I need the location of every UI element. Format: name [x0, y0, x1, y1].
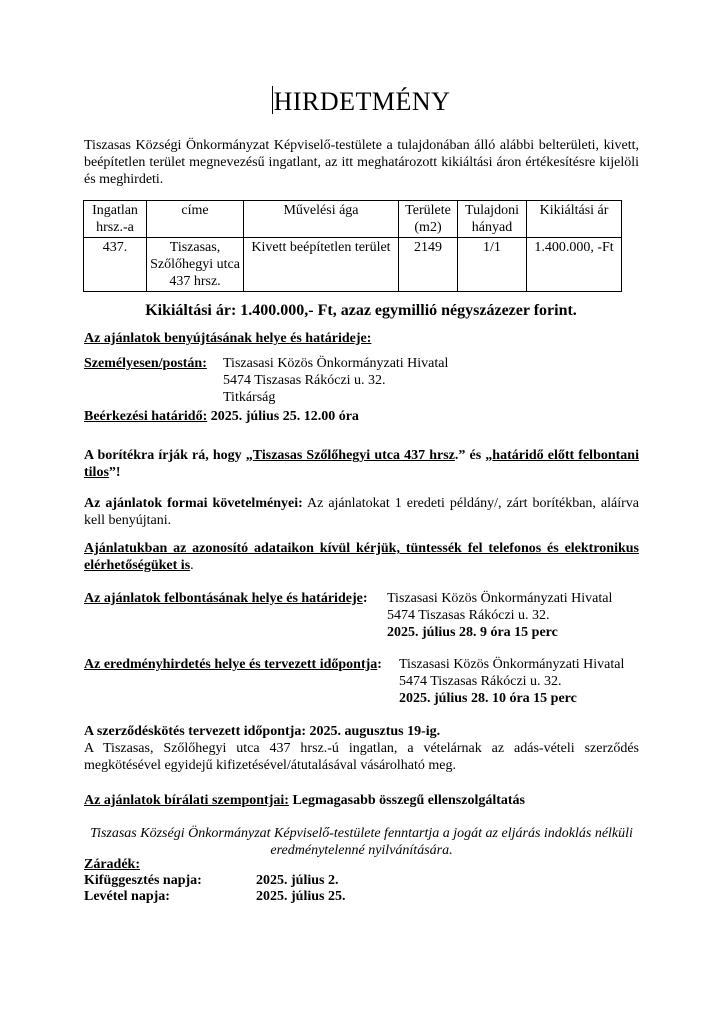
formal-requirements-label: Az ajánlatok formai követelményei:: [84, 496, 303, 511]
address-line: Titkárság: [223, 390, 276, 405]
envelope-term-warning: határidő előtt felbontani tilos: [84, 448, 639, 480]
envelope-paragraph: A borítékra írják rá, hogy „Tiszasas Szőlőhegyi utca 437 hrsz.” és „határidő előtt felbontani tilos”!: [84, 448, 639, 480]
table-header-cell: Ingatlan hrsz.-a: [84, 201, 147, 238]
criteria-value: Legmagasabb összegű ellenszolgáltatás: [288, 793, 525, 808]
submission-address: [223, 355, 448, 406]
zaradek-row: [84, 889, 345, 905]
address-line: 5474 Tiszasas Rákóczi u. 32.: [399, 674, 562, 689]
address-line: Tiszasasi Közös Önkormányzati Hivatal: [399, 657, 625, 672]
document-title: HIRDETMÉNY: [273, 87, 451, 116]
starting-price-line: Kikiáltási ár: 1.400.000,- Ft, azaz egymillió négyszázezer forint.: [145, 302, 577, 319]
property-table: [83, 200, 622, 292]
address-line: Tiszasasi Közös Önkormányzati Hivatal: [387, 591, 613, 606]
opening-label: Az ajánlatok felbontásának helye és határideje: [84, 591, 363, 606]
deadline-value: 2025. július 25. 12.00 óra: [210, 409, 359, 424]
criteria-label: Az ajánlatok bírálati szempontjai:: [84, 793, 289, 808]
zaradek-value: 2025. július 25.: [256, 889, 346, 904]
table-row: [84, 238, 622, 292]
table-header-cell: Kikiáltási ár: [527, 201, 622, 238]
text-cursor: [272, 86, 273, 114]
deadline-line: [84, 408, 359, 425]
table-cell: Kivett beépítetlen terület: [244, 238, 399, 292]
result-label-line: Az eredményhirdetés helye és tervezett időpontja:: [84, 657, 382, 672]
address-line: 5474 Tiszasas Rákóczi u. 32.: [223, 373, 386, 388]
result-address: [399, 656, 624, 707]
contract-heading: A szerződéskötés tervezett időpontja: 2025. augusztus 19-ig.: [84, 724, 441, 739]
contact-paragraph: Ajánlatukban az azonosító adataikon kívül kérjük, tüntessék fel telefonos és elektronikus elérhetőségüket is.: [84, 541, 639, 573]
table-header-row: [84, 201, 622, 238]
submission-heading: Az ajánlatok benyújtásának helye és határideje:: [84, 331, 372, 346]
contract-paragraph: A Tiszasas, Szőlőhegyi utca 437 hrsz.-ú ingatlan, a vételárnak az adás-vételi szerződés megkötésével egyidejű kifizetésével/átutalásával vásárolható meg.: [84, 741, 639, 773]
opening-label-line: Az ajánlatok felbontásának helye és határideje:: [84, 591, 368, 606]
deadline-label: Beérkezési határidő:: [84, 409, 208, 424]
table-cell: Tiszasas, Szőlőhegyi utca 437 hrsz.: [147, 238, 244, 292]
table-header-cell: Művelési ága: [244, 201, 399, 238]
zaradek-block: [84, 857, 345, 905]
submission-label: Személyesen/postán:: [84, 356, 207, 371]
zaradek-label: Kifüggesztés napja:: [84, 873, 202, 888]
criteria-line: [84, 792, 525, 809]
address-line: 5474 Tiszasas Rákóczi u. 32.: [387, 608, 550, 623]
table-header-cell: címe: [147, 201, 244, 238]
zaradek-title: Záradék:: [84, 857, 140, 872]
table-cell: 1.400.000, -Ft: [527, 238, 622, 292]
address-line: Tiszasasi Közös Önkormányzati Hivatal: [223, 356, 449, 371]
disclaimer-paragraph: Tiszasas Községi Önkormányzat Képviselő-testülete fenntartja a jogát az eljárás indoklás nélküli eredménytelenné nyilvánítására.: [90, 826, 633, 858]
intro-paragraph: Tiszasas Községi Önkormányzat Képviselő-testülete a tulajdonában álló alábbi belterületi, kivett, beépítetlen terület megnevezésű ingatlant, az itt meghatározott kikiáltási áron értékesítésre kijelöli és meghirdeti.: [84, 138, 639, 187]
table-cell: 437.: [84, 238, 147, 292]
zaradek-value: 2025. július 2.: [256, 873, 339, 888]
zaradek-label: Levétel napja:: [84, 889, 170, 904]
table-header-cell: Tulajdoni hányad: [458, 201, 527, 238]
envelope-term-address: Tiszasas Szőlőhegyi utca 437 hrsz: [252, 448, 455, 463]
zaradek-row: [84, 873, 345, 889]
opening-time: 2025. július 28. 9 óra 15 perc: [387, 625, 558, 640]
result-label: Az eredményhirdetés helye és tervezett időpontja: [84, 657, 378, 672]
table-cell: 1/1: [458, 238, 527, 292]
formal-requirements-paragraph: Az ajánlatok formai követelményei: Az ajánlatokat 1 eredeti példány/, zárt borítékban, aláírva kell benyújtani.: [84, 496, 640, 528]
table-cell: 2149: [399, 238, 458, 292]
opening-address: [387, 590, 612, 641]
result-time: 2025. július 28. 10 óra 15 perc: [399, 691, 577, 706]
table-header-cell: Területe (m2): [399, 201, 458, 238]
